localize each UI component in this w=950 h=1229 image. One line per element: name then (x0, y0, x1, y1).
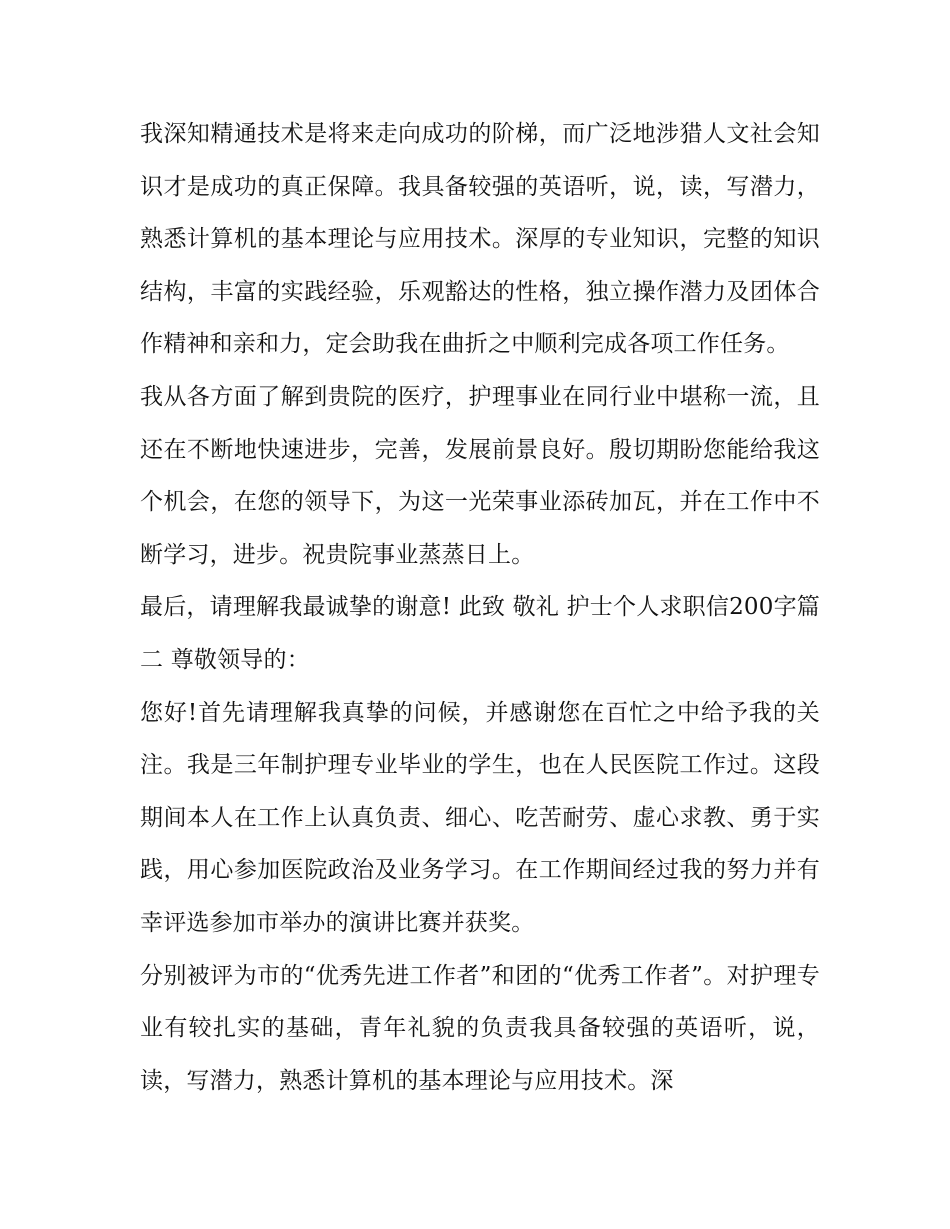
paragraph-hospital-interest: 我从各方面了解到贵院的医疗，护理事业在同行业中堪称一流，且还在不断地快速进步，完善，发展前景良好。殷切期盼您能给我这个机会，在您的领导下，为这一光荣事业添砖加瓦，并在工作中不断学习，进步。祝贵院事业蒸蒸日上。 (140, 383, 820, 568)
paragraph-awards-skills: 分别被评为市的“优秀先进工作者”和团的“优秀工作者”。对护理专业有较扎实的基础，青年礼貌的负责我具备较强的英语听，说，读，写潜力，熟悉计算机的基本理论与应用技术。深 (140, 962, 820, 1094)
paragraph-skills: 我深知精通技术是将来走向成功的阶梯，而广泛地涉猎人文社会知识才是成功的真正保障。我具备较强的英语听，说，读，写潜力，熟悉计算机的基本理论与应用技术。深厚的专业知识，完整的知识结构，丰富的实践经验，乐观豁达的性格，独立操作潜力及团体合作精神和亲和力，定会助我在曲折之中顺利完成各项工作任务。 (140, 121, 820, 358)
paragraph-closing-and-heading: 最后，请理解我最诚挚的谢意! 此致 敬礼 护士个人求职信200字篇二 尊敬领导的： (140, 594, 820, 673)
document-body (140, 108, 820, 1107)
paragraph-greeting-experience: 您好!首先请理解我真挚的问候，并感谢您在百忙之中给予我的关注。我是三年制护理专业毕业的学生，也在人民医院工作过。这段期间本人在工作上认真负责、细心、吃苦耐劳、虚心求教、勇于实践，用心参加医院政治及业务学习。在工作期间经过我的努力并有幸评选参加市举办的演讲比赛并获奖。 (140, 699, 820, 936)
